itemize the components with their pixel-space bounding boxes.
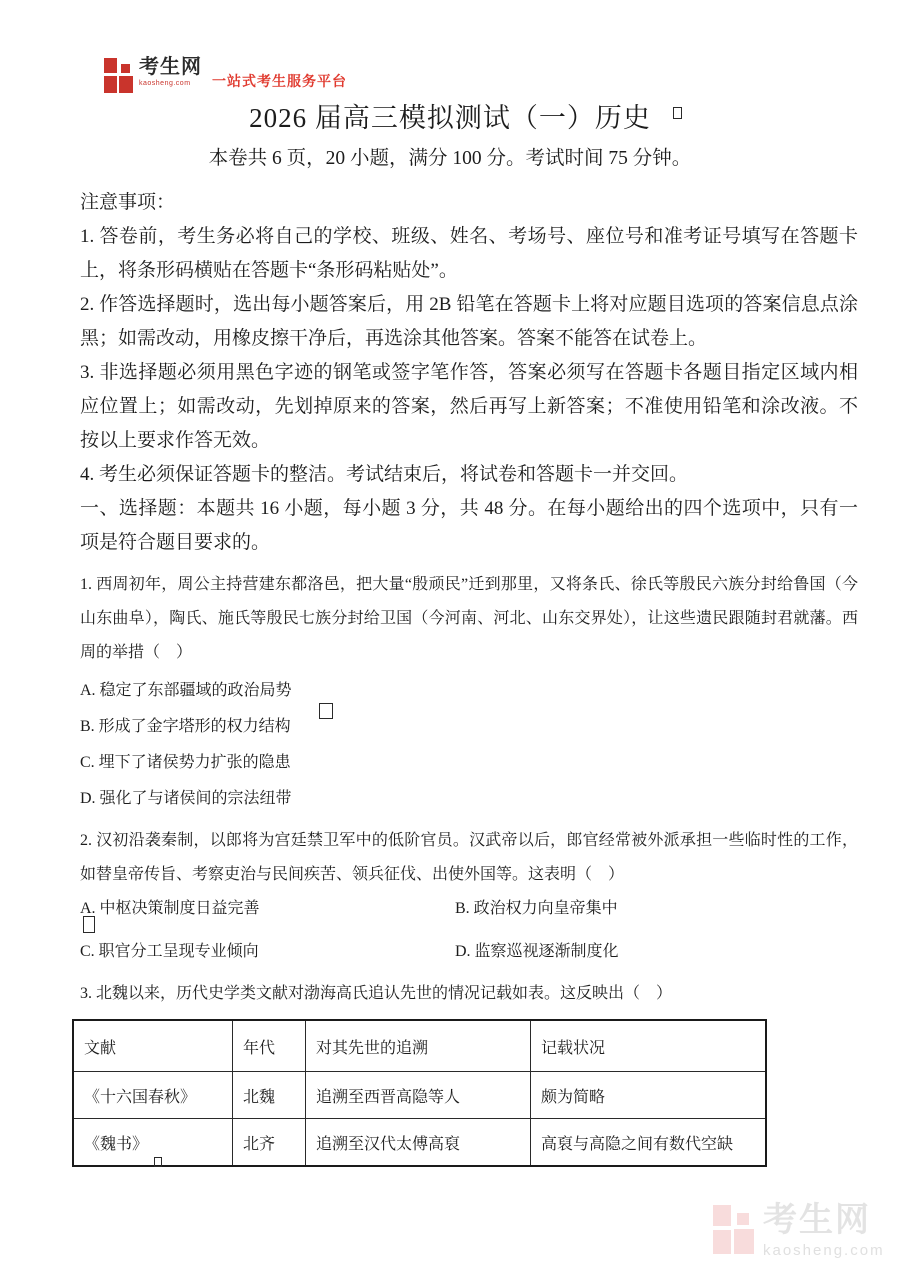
- question-1-option-c: C. 埋下了诸侯势力扩张的隐患: [80, 754, 291, 771]
- brand-name: 考生网: [139, 56, 202, 78]
- table-cell: 《魏书》: [73, 1119, 233, 1167]
- notice-heading: 注意事项：: [80, 192, 176, 213]
- missing-glyph-box: [673, 107, 682, 119]
- brand-domain: kaosheng.com: [139, 80, 191, 87]
- table-cell: 颇为简略: [531, 1072, 767, 1119]
- notice-item-4: 4. 考生必须保证答题卡的整洁。考试结束后，将试卷和答题卡一并交回。: [80, 464, 689, 485]
- question-1-option-d: D. 强化了与诸侯间的宗法纽带: [80, 790, 292, 807]
- question-1-stem: 1. 西周初年，周公主持营建东都洛邑，把大量“殷顽民”迁到那里，又将条氏、徐氏等殷民六族分封给鲁国（今山东曲阜），陶氏、施氏等殷民七族分封给卫国（今河南、河北、山东交界处），让这些遗民跟随封君就藩。西周的举措（ ）: [80, 576, 858, 661]
- question-1-option-b: B. 形成了金字塔形的权力结构: [80, 718, 291, 735]
- kaosheng-logo-icon: [104, 57, 134, 94]
- question-1-options: [80, 674, 858, 816]
- question-2-options: [80, 892, 858, 969]
- missing-glyph-box: [154, 1157, 162, 1167]
- kaosheng-watermark: [713, 1203, 885, 1258]
- question-2-option-d: D. 监察巡视逐渐制度化: [455, 943, 619, 960]
- missing-glyph-box: [319, 703, 333, 719]
- table-header-wenxian: 文献: [73, 1020, 233, 1072]
- question-3-table: [72, 1019, 767, 1167]
- question-3-stem: 3. 北魏以来，历代史学类文献对渤海高氏追认先世的情况记载如表。这反映出（ ）: [80, 985, 673, 1002]
- question-2-option-c: C. 职官分工呈现专业倾向: [80, 943, 259, 960]
- table-cell: 高裒与高隐之间有数代空缺: [531, 1119, 767, 1167]
- kaosheng-logo-icon: [713, 1203, 755, 1255]
- table-cell: 追溯至西晋高隐等人: [306, 1072, 531, 1119]
- table-cell: 北魏: [233, 1072, 306, 1119]
- question-1-option-a: A. 稳定了东部疆域的政治局势: [80, 682, 292, 699]
- site-header-brand: [104, 57, 347, 94]
- table-row: [73, 1072, 766, 1119]
- table-cell: 《十六国春秋》: [73, 1072, 233, 1119]
- watermark-domain: kaosheng.com: [763, 1242, 885, 1259]
- table-row: [73, 1119, 766, 1167]
- brand-tagline: 一站式考生服务平台: [212, 73, 347, 89]
- watermark-brand: 考生网: [763, 1201, 871, 1239]
- page-title: 2026 届高三模拟测试（一）历史: [249, 103, 651, 133]
- table-header-zhuisu: 对其先世的追溯: [306, 1020, 531, 1072]
- missing-glyph-box: [83, 916, 95, 933]
- table-header-row: [73, 1020, 766, 1072]
- notice-item-2: 2. 作答选择题时，选出每小题答案后，用 2B 铅笔在答题卡上将对应题目选项的答案信息点涂黑；如需改动，用橡皮擦干净后，再选涂其他答案。答案不能答在试卷上。: [80, 294, 858, 349]
- question-2-stem: 2. 汉初沿袭秦制，以郎将为宫廷禁卫军中的低阶官员。汉武帝以后，郎官经常被外派承担一些临时性的工作，如替皇帝传旨、考察吏治与民间疾苦、领兵征伐、出使外国等。这表明（ ）: [80, 832, 858, 883]
- exam-body: [80, 186, 858, 1167]
- table-cell: 追溯至汉代太傅高裒: [306, 1119, 531, 1167]
- table-cell: 北齐: [233, 1119, 306, 1167]
- question-2-option-a: A. 中枢决策制度日益完善: [80, 900, 260, 917]
- notice-item-3: 3. 非选择题必须用黑色字迹的钢笔或签字笔作答，答案必须写在答题卡各题目指定区域内相应位置上；如需改动，先划掉原来的答案，然后再写上新答案；不准使用铅笔和涂改液。不按以上要求作答无效。: [80, 362, 858, 451]
- table-header-niandai: 年代: [233, 1020, 306, 1072]
- section1-heading: 一、选择题：本题共 16 小题，每小题 3 分，共 48 分。在每小题给出的四个选项中，只有一项是符合题目要求的。: [80, 498, 858, 553]
- table-header-jizai: 记载状况: [531, 1020, 767, 1072]
- question-2-option-b: B. 政治权力向皇帝集中: [455, 900, 618, 917]
- notice-item-1: 1. 答卷前，考生务必将自己的学校、班级、姓名、考场号、座位号和准考证号填写在答题卡上，将条形码横贴在答题卡“条形码粘贴处”。: [80, 226, 858, 281]
- exam-subtitle: 本卷共 6 页，20 小题，满分 100 分。考试时间 75 分钟。: [208, 148, 692, 169]
